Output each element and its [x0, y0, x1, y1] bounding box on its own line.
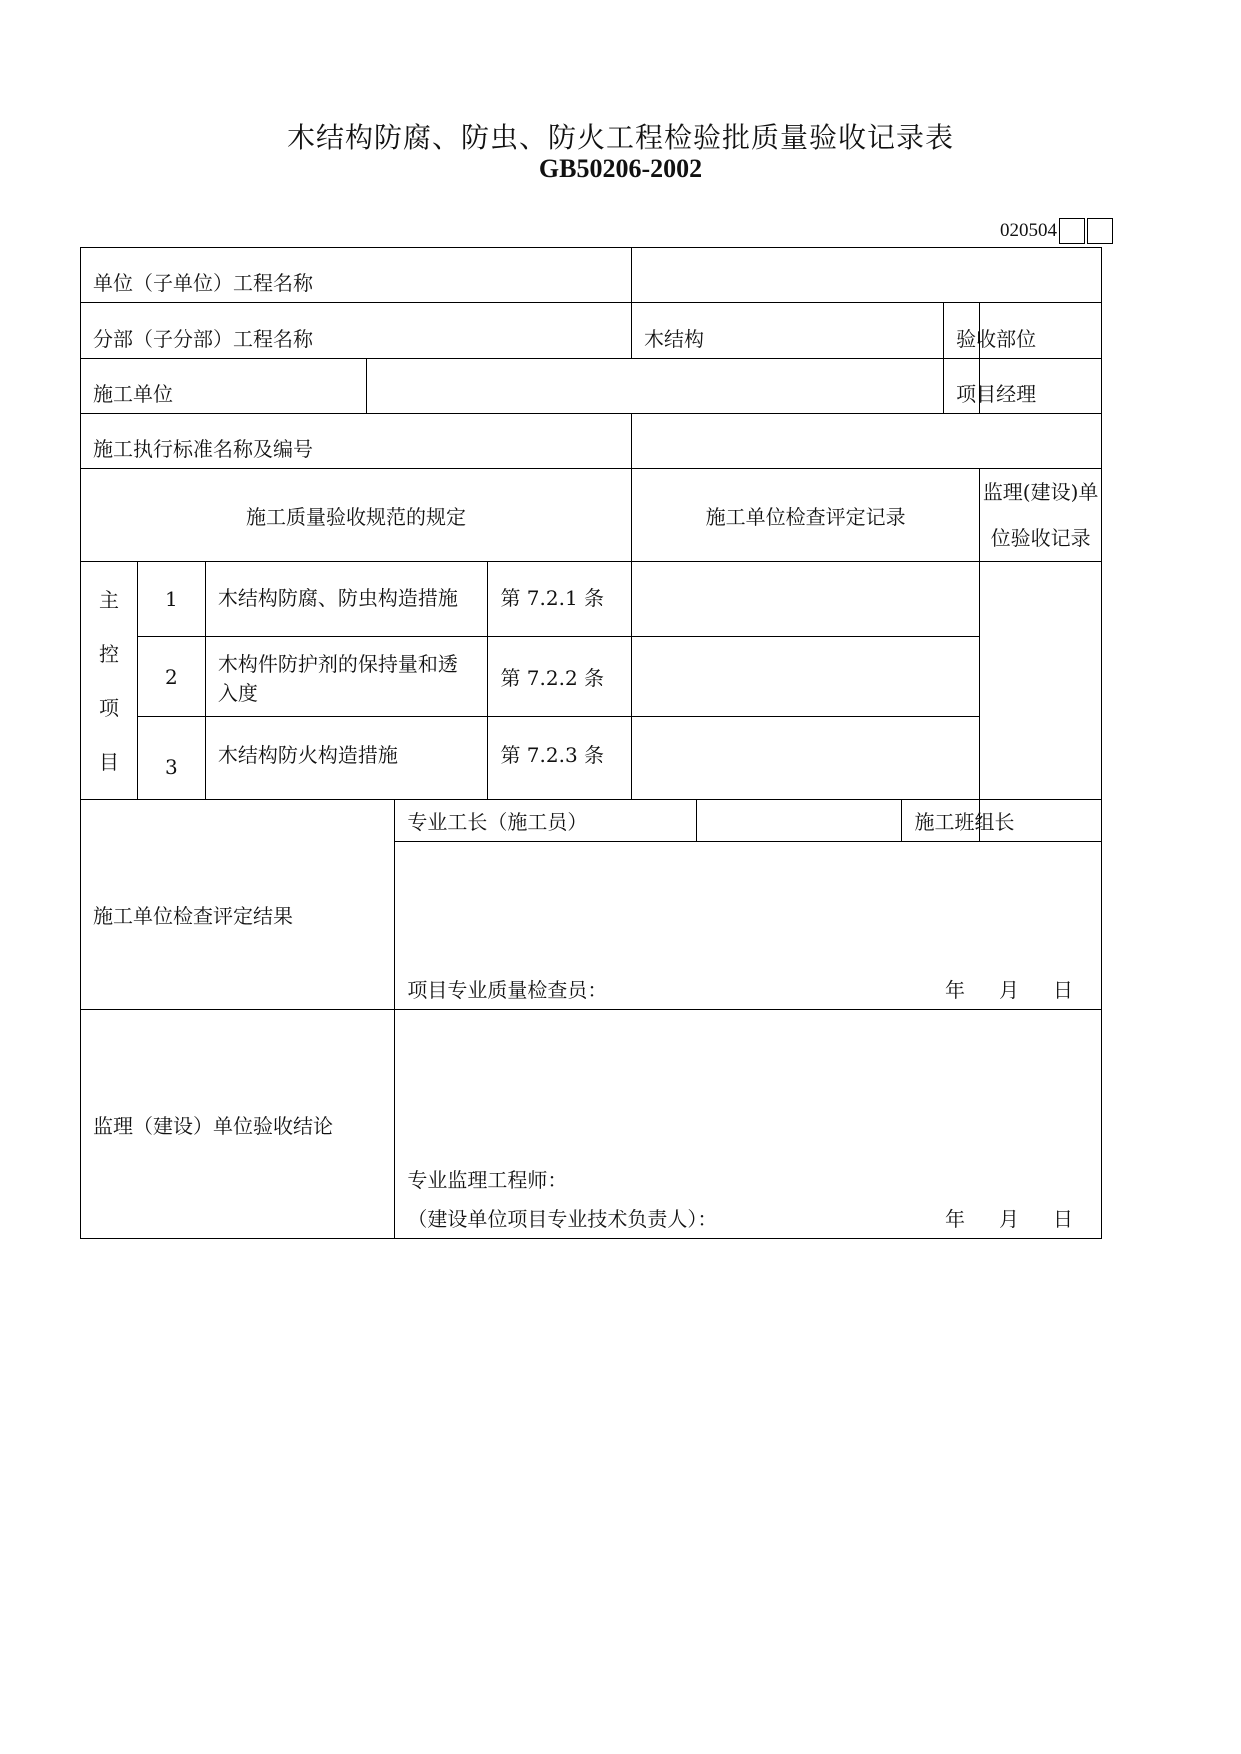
- date-year: 年: [945, 978, 965, 1002]
- division-value[interactable]: 木结构: [631, 303, 943, 359]
- item-description: 木构件防护剂的保持量和透入度: [205, 637, 488, 717]
- form-number-text: 020504: [1000, 220, 1057, 241]
- form-number: [1000, 218, 1113, 244]
- item-number: 3: [137, 717, 205, 800]
- main-control-label: [81, 562, 138, 800]
- owner-sign-line: [407, 1203, 1089, 1232]
- team-leader-label: 施工班组长: [902, 800, 980, 842]
- contractor-result-area[interactable]: [395, 842, 1102, 1010]
- form-number-box-2[interactable]: [1087, 218, 1113, 244]
- standard-value[interactable]: [631, 414, 1101, 469]
- main-control-row-3: [81, 717, 1102, 800]
- unit-project-label: 单位（子单位）工程名称: [81, 248, 632, 303]
- project-manager-label: 项目经理: [944, 359, 980, 414]
- contractor-label: 施工单位: [81, 359, 367, 414]
- inspector-label: 项目专业质量检查员：: [407, 978, 608, 1002]
- row-division: [81, 303, 1102, 359]
- supervisor-record-header-line2: 位验收记录: [990, 526, 1091, 550]
- item-clause: 第 7.2.1 条: [488, 562, 632, 637]
- division-label: 分部（子分部）工程名称: [81, 303, 632, 359]
- unit-project-value[interactable]: [631, 248, 1101, 303]
- foreman-value[interactable]: [696, 800, 902, 842]
- form-number-box-1[interactable]: [1059, 218, 1085, 244]
- item-clause: 第 7.2.2 条: [488, 637, 632, 717]
- main-control-char-1: 主: [98, 587, 119, 612]
- contractor-result-label: 施工单位检查评定结果: [81, 800, 395, 1010]
- acceptance-part-label: 验收部位: [944, 303, 980, 359]
- item-description: 木结构防腐、防虫构造措施: [205, 562, 488, 637]
- foreman-label: 专业工长（施工员）: [395, 800, 696, 842]
- row-supervisor-conclusion: [81, 1010, 1102, 1239]
- engineer-label: 专业监理工程师：: [407, 1168, 568, 1192]
- item-clause: 第 7.2.3 条: [488, 717, 632, 800]
- date-year: 年: [945, 1207, 965, 1231]
- row-standard: [81, 414, 1102, 469]
- supervisor-conclusion-area[interactable]: [395, 1010, 1102, 1239]
- item-contractor-record[interactable]: [631, 562, 979, 637]
- inspection-date: [945, 974, 1089, 1003]
- regulation-header: 施工质量验收规范的规定: [81, 469, 632, 562]
- item-description: 木结构防火构造措施: [205, 717, 488, 800]
- supervisor-record-header: [980, 469, 1102, 562]
- row-foreman: [81, 800, 1102, 842]
- main-control-char-3: 项: [98, 695, 119, 720]
- supervisor-conclusion-label: 监理（建设）单位验收结论: [81, 1010, 395, 1239]
- owner-label: （建设单位项目专业技术负责人）：: [407, 1207, 718, 1231]
- date-month: 月: [999, 978, 1019, 1002]
- standard-code: GB50206-2002: [538, 154, 703, 183]
- main-control-char-2: 控: [98, 641, 119, 666]
- item-contractor-record[interactable]: [631, 717, 979, 800]
- date-day: 日: [1053, 978, 1073, 1002]
- main-control-row-1: [81, 562, 1102, 637]
- inspector-sign-line: [407, 974, 1089, 1003]
- main-control-char-4: 目: [98, 749, 119, 774]
- date-day: 日: [1053, 1207, 1073, 1231]
- inspection-form-table: [80, 247, 1102, 1239]
- main-control-row-2: [81, 637, 1102, 717]
- row-contractor: [81, 359, 1102, 414]
- form-title: 木结构防腐、防虫、防火工程检验批质量验收记录表: [286, 121, 954, 154]
- conclusion-date: [945, 1203, 1089, 1232]
- date-month: 月: [999, 1207, 1019, 1231]
- supervisor-record-header-line1: 监理(建设)单: [982, 480, 1099, 504]
- item-contractor-record[interactable]: [631, 637, 979, 717]
- row-spec-header: [81, 469, 1102, 562]
- supervisor-record-cell[interactable]: [980, 562, 1102, 800]
- item-number: 1: [137, 562, 205, 637]
- standard-label: 施工执行标准名称及编号: [81, 414, 632, 469]
- item-number: 2: [137, 637, 205, 717]
- contractor-value[interactable]: [366, 359, 943, 414]
- row-unit-project: [81, 248, 1102, 303]
- contractor-record-header: 施工单位检查评定记录: [631, 469, 979, 562]
